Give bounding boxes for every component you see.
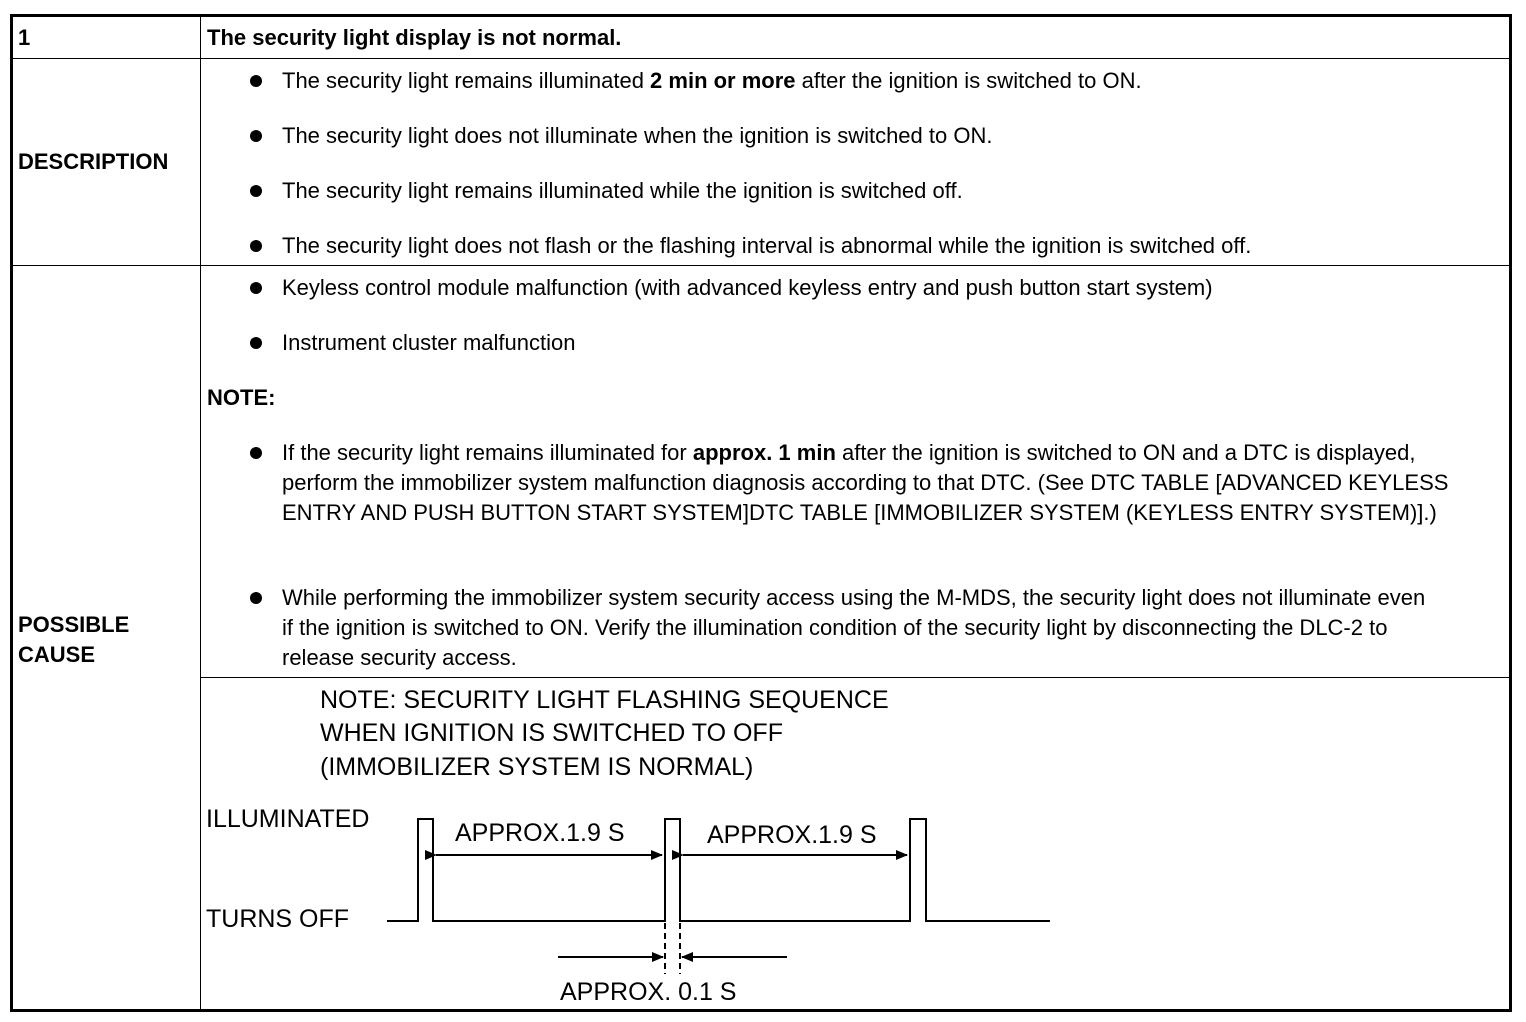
bullet-icon: [250, 130, 262, 142]
interval-label-2: APPROX.1.9 S: [707, 821, 877, 849]
note-item-2: While performing the immobilizer system security access using the M-MDS, the security light does not illuminate even if the ignition is switched to ON. Verify the illumination condition of the security light by disconnecting the DLC-2 to release security access.: [282, 585, 1426, 670]
row-title: The security light display is not normal.: [207, 25, 622, 50]
interval-label-1: APPROX.1.9 S: [455, 819, 625, 847]
description-item-3: The security light remains illuminated while the ignition is switched off.: [282, 178, 963, 203]
bullet-icon: [250, 75, 262, 87]
description-item-1: The security light remains illuminated 2 min or more after the ignition is switched to ON.: [282, 68, 1142, 93]
bullet-icon: [250, 592, 262, 604]
illuminated-label: ILLUMINATED: [206, 805, 370, 833]
row-divider-description: [11, 265, 1511, 266]
description-label: DESCRIPTION: [18, 149, 169, 174]
row-number: 1: [18, 25, 31, 50]
bullet-icon: [250, 447, 262, 459]
diagram-note-line1: NOTE: SECURITY LIGHT FLASHING SEQUENCE: [320, 686, 889, 714]
diagram-note-line2: WHEN IGNITION IS SWITCHED TO OFF: [320, 719, 783, 747]
description-item-2: The security light does not illuminate when the ignition is switched to ON.: [282, 123, 993, 148]
bullet-icon: [250, 240, 262, 252]
note-item-1: If the security light remains illuminated for approx. 1 min after the ignition is switched to ON and a DTC is displayed, perform the immobilizer system malfunction diagnosis according to that DTC. (See DTC TABLE [ADVANCED KEYLESS ENTRY AND PUSH BUTTON START SYSTEM]DTC TABLE [IMMOBILIZER SYSTEM (KEYLESS ENTRY SYSTEM)].): [282, 440, 1449, 525]
pulse-width-label: APPROX. 0.1 S: [560, 978, 737, 1006]
diagram-note-line3: (IMMOBILIZER SYSTEM IS NORMAL): [320, 753, 754, 781]
bullet-icon: [250, 337, 262, 349]
description-item-4: The security light does not flash or the flashing interval is abnormal while the ignition is switched off.: [282, 233, 1252, 258]
bullet-icon: [250, 282, 262, 294]
row-divider-header: [11, 58, 1511, 59]
note-heading: NOTE:: [207, 385, 276, 410]
bullet-icon: [250, 185, 262, 197]
cause-item-1: Keyless control module malfunction (with advanced keyless entry and push button start system): [282, 275, 1213, 300]
possible-cause-label-line2: CAUSE: [18, 642, 96, 667]
cause-item-2: Instrument cluster malfunction: [282, 330, 576, 355]
possible-cause-label-line1: POSSIBLE: [18, 612, 130, 637]
flashing-sequence-diagram: [200, 678, 1100, 1010]
turns-off-label: TURNS OFF: [206, 905, 350, 933]
